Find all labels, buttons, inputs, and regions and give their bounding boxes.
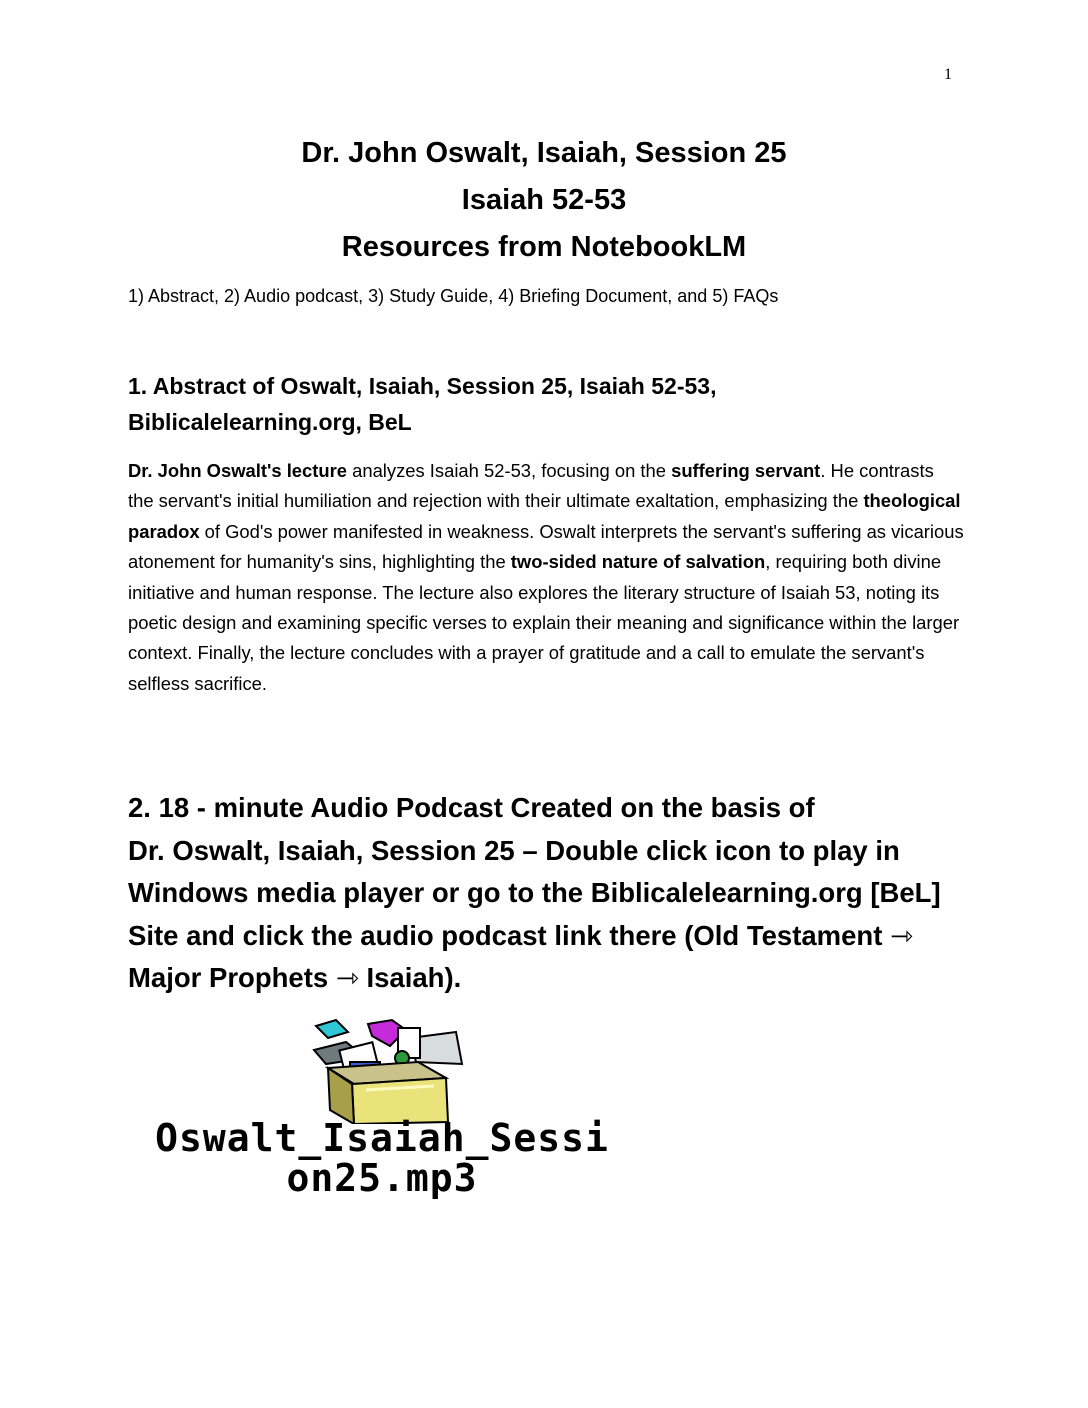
section-2-line-4-text: Site and click the audio podcast link there (Old Testament xyxy=(128,919,891,951)
section-2-heading xyxy=(128,787,968,1000)
section-2-line-2: Dr. Oswalt, Isaiah, Session 25 – Double click icon to play in xyxy=(128,834,900,866)
section-2-line-3: Windows media player or go to the Biblicalelearning.org [BeL] xyxy=(128,877,941,909)
section-1-heading-line-1: 1. Abstract of Oswalt, Isaiah, Session 25, Isaiah 52-53, xyxy=(128,373,717,399)
contents-list: 1) Abstract, 2) Audio podcast, 3) Study Guide, 4) Briefing Document, and 5) FAQs xyxy=(128,286,779,306)
abstract-bold-servant: suffering servant xyxy=(671,460,821,481)
section-1-heading xyxy=(128,368,928,440)
abstract-paragraph xyxy=(128,456,964,699)
abstract-bold-lecturer: Dr. John Oswalt's lecture xyxy=(128,460,347,481)
abstract-text-2: . He contrasts the servant's initial humiliation and rejection with their ultimate exaltation, emphasizing the xyxy=(128,460,934,512)
abstract-text-3: of God's power manifested in weakness. Oswalt interprets the servant's suffering as vicarious atonement for humanity's sins, highlighting the xyxy=(128,520,964,573)
abstract-text-4: , requiring both divine initiative and human response. The lecture also explores the literary structure of Isaiah 53, noting its poetic design and examining specific verses to explain their meaning and significance within the larger context. Finally, the lecture concludes with a prayer of gratitude and a call to emulate the servant's selfless sacrifice. xyxy=(128,551,960,694)
section-2-line-4 xyxy=(128,915,968,958)
abstract-text-1: analyzes Isaiah 52-53, focusing on the xyxy=(347,460,672,481)
title-line-3: Resources from NotebookLM xyxy=(341,231,747,263)
arrow-right-icon: ⇾ xyxy=(890,919,914,951)
section-2-line-1: 2. 18 - minute Audio Podcast Created on the basis of xyxy=(128,792,815,823)
page-number: 1 xyxy=(944,66,952,83)
section-1-heading-line-2: Biblicalelearning.org, BeL xyxy=(128,409,412,435)
attachment-file-name[interactable] xyxy=(128,1118,636,1198)
title-line-1: Dr. John Oswalt, Isaiah, Session 25 xyxy=(301,137,787,169)
section-2-line-5 xyxy=(128,957,968,1000)
section-2-line-5-text: Major Prophets xyxy=(128,962,336,994)
section-2-line-5-end: Isaiah). xyxy=(358,962,462,994)
document-title xyxy=(0,130,1088,271)
arrow-right-icon: ⇾ xyxy=(335,962,359,994)
file-name-line-2: on25.mp3 xyxy=(286,1156,478,1200)
file-name-line-1: Oswalt_Isaiah_Sessi xyxy=(155,1116,609,1160)
abstract-bold-paradox: theological paradox xyxy=(128,490,961,542)
title-line-2: Isaiah 52-53 xyxy=(461,184,627,216)
package-icon[interactable] xyxy=(306,1018,470,1124)
abstract-bold-salvation: two-sided nature of salvation xyxy=(510,551,766,573)
